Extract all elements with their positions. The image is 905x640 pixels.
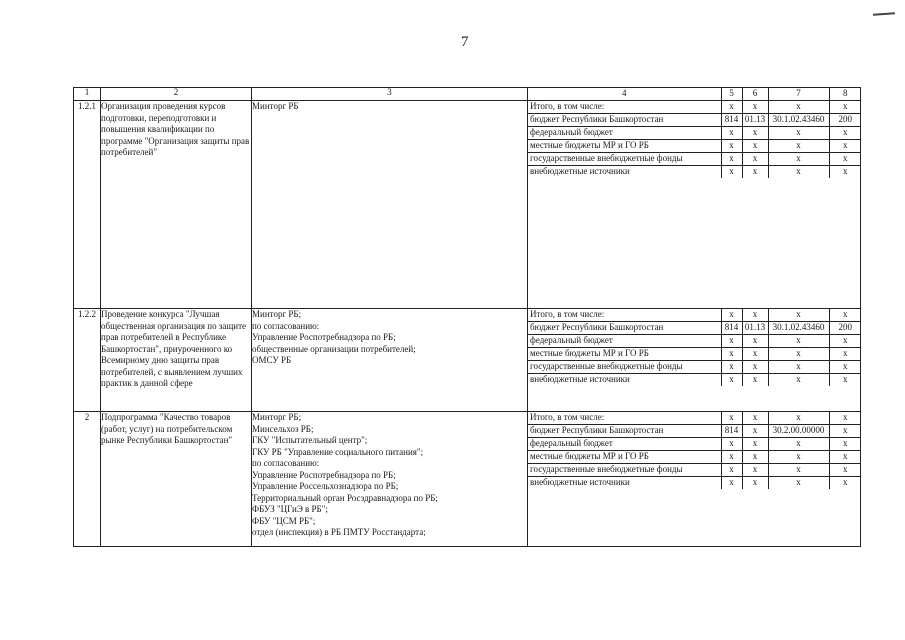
code-expense-type: x: [829, 438, 861, 451]
code-section: 01.13: [742, 322, 768, 335]
code-section: x: [742, 127, 768, 140]
code-target-article: 30.1.02.43460: [768, 322, 829, 335]
table-row: [74, 101, 861, 309]
code-expense-type: x: [829, 309, 861, 322]
code-target-article: x: [768, 101, 829, 114]
source-name: Итого, в том числе:: [528, 412, 721, 425]
code-section: x: [742, 101, 768, 114]
executor-line: общественные организации потребителей;: [252, 343, 416, 354]
code-expense-type: x: [829, 464, 861, 477]
header-col-6: 6: [742, 88, 768, 100]
corner-scan-mark: [873, 12, 895, 16]
executor-line: Минсельхоз РБ;: [252, 423, 314, 434]
budget-table: [73, 87, 861, 547]
code-expense-type: x: [829, 477, 861, 490]
funding-source-row: [528, 425, 861, 438]
code-section: x: [742, 425, 768, 438]
funding-source-row: [528, 451, 861, 464]
code-ministry: x: [721, 477, 742, 490]
code-ministry: x: [721, 438, 742, 451]
source-name: Итого, в том числе:: [528, 309, 721, 322]
header-col-7: 7: [768, 88, 829, 100]
code-ministry: x: [721, 166, 742, 179]
executor-line: Управление Россельхознадзора по РБ;: [252, 481, 399, 491]
code-expense-type: 200: [829, 114, 861, 127]
funding-source-row: [528, 127, 861, 140]
code-target-article: x: [768, 127, 829, 140]
funding-source-row: [528, 114, 861, 127]
code-target-article: x: [768, 309, 829, 322]
code-ministry: x: [721, 101, 742, 114]
code-expense-type: x: [829, 451, 861, 464]
code-expense-type: x: [829, 374, 861, 387]
row-number: 1.2.1: [74, 101, 101, 309]
code-section: x: [742, 477, 768, 490]
page-number: 7: [461, 34, 469, 50]
code-ministry: x: [721, 412, 742, 425]
source-name: бюджет Республики Башкортостан: [528, 114, 721, 127]
funding-source-row: [528, 153, 861, 166]
code-section: x: [742, 361, 768, 374]
code-expense-type: x: [829, 153, 861, 166]
funding-sources-table: [528, 412, 861, 489]
code-section: x: [742, 438, 768, 451]
source-name: Итого, в том числе:: [528, 101, 721, 114]
source-name: внебюджетные источники: [530, 374, 630, 385]
funding-source-row: [528, 374, 861, 387]
executor-line: ГКУ "Испытательный центр";: [252, 435, 368, 445]
code-section: x: [742, 309, 768, 322]
source-name: бюджет Республики Башкортостан: [528, 322, 721, 335]
code-ministry: 814: [721, 114, 742, 127]
code-expense-type: x: [829, 140, 861, 153]
funding-source-row: [528, 309, 861, 322]
funding-sources-cell: [528, 412, 861, 547]
code-expense-type: x: [829, 361, 861, 374]
executors-cell: [252, 101, 528, 309]
executor-line: ФБУЗ "ЦГиЭ в РБ";: [252, 504, 328, 514]
header-col-4: 4: [622, 88, 627, 99]
code-ministry: x: [721, 335, 742, 348]
funding-sources-cell: [528, 309, 861, 412]
executor-line: по согласованию:: [252, 458, 320, 468]
code-target-article: x: [768, 438, 829, 451]
code-section: x: [742, 451, 768, 464]
code-target-article: x: [768, 335, 829, 348]
funding-source-row: [528, 348, 861, 361]
funding-source-row: [528, 361, 861, 374]
code-section: x: [742, 140, 768, 153]
code-ministry: x: [721, 361, 742, 374]
code-ministry: x: [721, 374, 742, 387]
code-expense-type: x: [829, 425, 861, 438]
code-target-article: x: [768, 412, 829, 425]
code-section: x: [742, 153, 768, 166]
activity-description: Подпрограмма "Качество товаров (работ, услуг) на потребительском рынке Республики Башкортостан": [101, 412, 252, 547]
executor-line: Минторг РБ: [252, 101, 299, 111]
code-ministry: 814: [721, 322, 742, 335]
code-ministry: x: [721, 153, 742, 166]
code-ministry: x: [721, 127, 742, 140]
code-ministry: 814: [721, 425, 742, 438]
source-name: федеральный бюджет: [528, 335, 721, 348]
table-row: [74, 412, 861, 547]
funding-source-row: [528, 322, 861, 335]
executor-line: ГКУ РБ "Управление социального питания";: [252, 446, 424, 457]
row-number: 2: [74, 412, 101, 547]
source-name: государственные внебюджетные фонды: [528, 361, 721, 374]
source-name: государственные внебюджетные фонды: [528, 464, 721, 477]
source-name: внебюджетные источники: [530, 166, 630, 177]
code-target-article: x: [768, 348, 829, 361]
funding-source-row: [528, 101, 861, 114]
code-target-article: x: [768, 374, 829, 387]
code-section: x: [742, 374, 768, 387]
code-target-article: x: [768, 464, 829, 477]
executor-line: Управление Роспотребнадзора по РБ;: [252, 332, 396, 342]
code-expense-type: x: [829, 101, 861, 114]
activity-description: Проведение конкурса "Лучшая общественная организация по защите прав потребителей в Республике Башкортостан", приуроченного ко Всемирному дню защиты прав потребителей, с выявлением лучших практик в данной сфере: [101, 309, 252, 412]
code-expense-type: x: [829, 127, 861, 140]
source-name: федеральный бюджет: [528, 127, 721, 140]
source-name: бюджет Республики Башкортостан: [528, 425, 721, 438]
header-col-2: 2: [101, 88, 252, 101]
funding-source-row: [528, 477, 861, 490]
row-number: 1.2.2: [74, 309, 101, 412]
code-section: x: [742, 166, 768, 179]
header-row: [74, 88, 861, 101]
source-name: внебюджетные источники: [530, 477, 630, 488]
executor-line: ОМСУ РБ: [252, 355, 292, 365]
code-target-article: 30.2.00.00000: [768, 425, 829, 438]
code-expense-type: x: [829, 335, 861, 348]
code-target-article: x: [768, 451, 829, 464]
executors-cell: [252, 412, 528, 547]
source-name: федеральный бюджет: [528, 438, 721, 451]
code-target-article: x: [768, 166, 829, 179]
executor-line: Минторг РБ;: [252, 309, 302, 319]
source-name: государственные внебюджетные фонды: [528, 153, 721, 166]
code-expense-type: x: [829, 348, 861, 361]
code-section: x: [742, 412, 768, 425]
funding-source-row: [528, 335, 861, 348]
code-expense-type: x: [829, 412, 861, 425]
funding-sources-cell: [528, 101, 861, 309]
header-col-3: 3: [252, 88, 528, 101]
header-col-5: 5: [721, 88, 742, 100]
activity-description: Организация проведения курсов подготовки, переподготовки и повышения квалификации по программе "Организация защиты прав потребителей": [101, 101, 252, 309]
source-name: местные бюджеты МР и ГО РБ: [528, 348, 721, 361]
executor-line: Территориальный орган Росздравнадзора по РБ;: [252, 492, 438, 503]
code-ministry: x: [721, 451, 742, 464]
funding-sources-table: [528, 101, 861, 178]
table-row: [74, 309, 861, 412]
code-section: x: [742, 335, 768, 348]
code-section: 01.13: [742, 114, 768, 127]
code-target-article: x: [768, 153, 829, 166]
source-name: местные бюджеты МР и ГО РБ: [528, 140, 721, 153]
code-target-article: 30.1.02.43460: [768, 114, 829, 127]
executor-line: ФБУ "ЦСМ РБ";: [252, 515, 316, 526]
executor-line: по согласованию:: [252, 320, 320, 331]
header-cols-4-8: [528, 88, 861, 101]
executors-cell: [252, 309, 528, 412]
code-ministry: x: [721, 140, 742, 153]
funding-source-row: [528, 140, 861, 153]
code-target-article: x: [768, 140, 829, 153]
executor-line: отдел (инспекция) в РБ ПМТУ Росстандарта;: [252, 527, 426, 537]
code-target-article: x: [768, 361, 829, 374]
code-ministry: x: [721, 464, 742, 477]
funding-source-row: [528, 412, 861, 425]
code-expense-type: 200: [829, 322, 861, 335]
code-ministry: x: [721, 348, 742, 361]
funding-sources-table: [528, 309, 861, 386]
code-section: x: [742, 464, 768, 477]
header-col-8: 8: [829, 88, 861, 100]
funding-source-row: [528, 438, 861, 451]
code-target-article: x: [768, 477, 829, 490]
source-name: местные бюджеты МР и ГО РБ: [528, 451, 721, 464]
funding-source-row: [528, 464, 861, 477]
executor-line: Управление Роспотребнадзора по РБ;: [252, 469, 396, 480]
funding-source-row: [528, 166, 861, 179]
code-expense-type: x: [829, 166, 861, 179]
code-ministry: x: [721, 309, 742, 322]
code-section: x: [742, 348, 768, 361]
header-col-1: 1: [74, 88, 101, 101]
executor-line: Минторг РБ;: [252, 412, 302, 422]
